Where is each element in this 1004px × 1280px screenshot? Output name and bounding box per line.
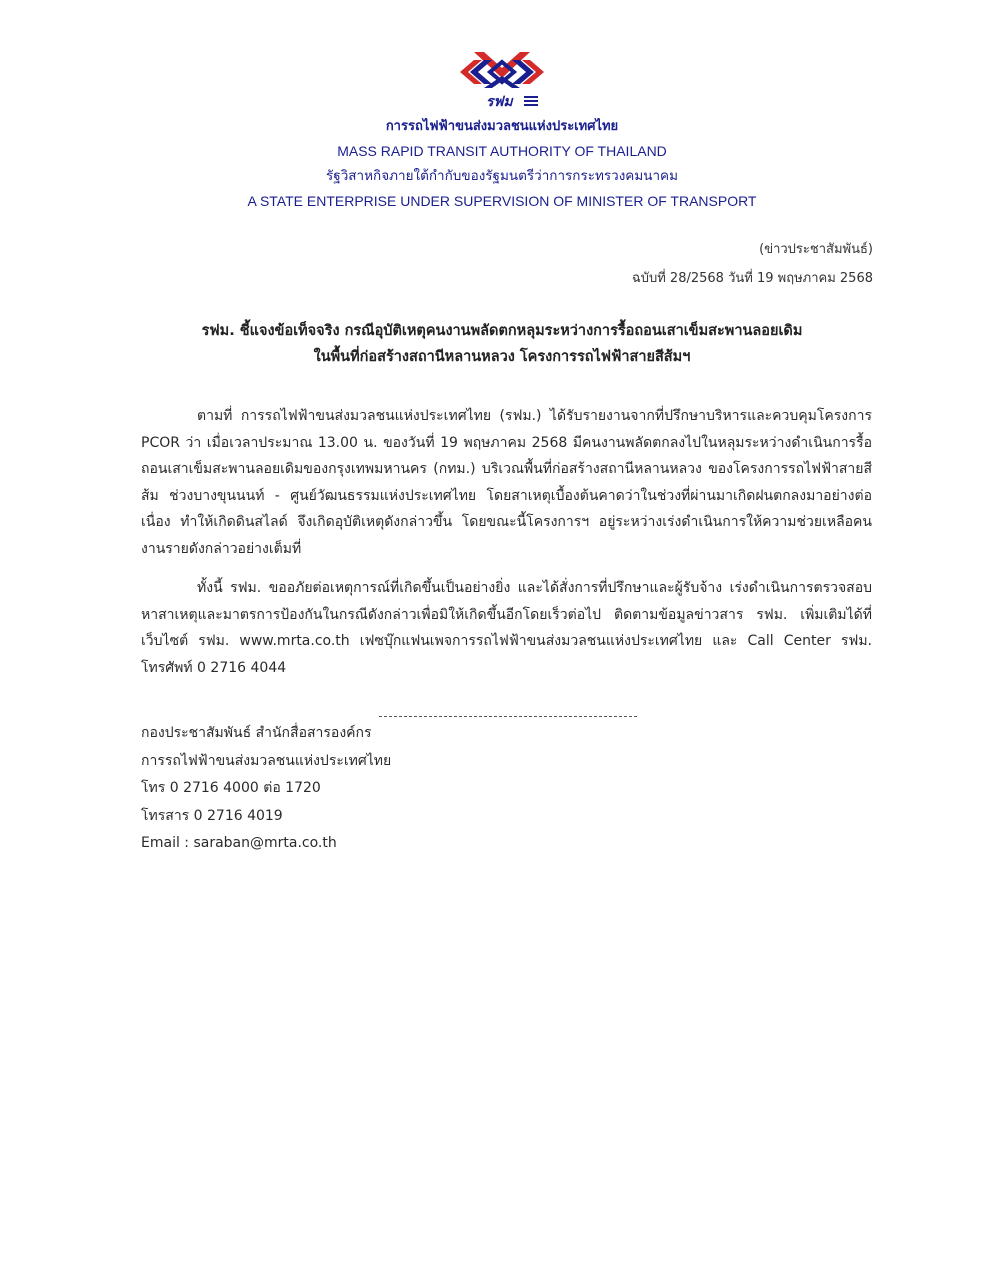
supervision-thai: รัฐวิสาหกิจภายใต้กำกับของรัฐมนตรีว่าการกระทรวงคมนาคม: [326, 168, 678, 184]
press-release-title-line2: ในพื้นที่ก่อสร้างสถานีหลานหลวง โครงการรถไฟฟ้าสายสีส้มฯ: [313, 349, 691, 365]
body-paragraph-2: ทั้งนี้ รฟม. ขออภัยต่อเหตุการณ์ที่เกิดขึ้นเป็นอย่างยิ่ง และได้สั่งการที่ปรึกษาและผู้รับจ้าง เร่งดำเนินการตรวจสอบหาสาเหตุและมาตรการป้องกันในกรณีดังกล่าวเพื่อมิให้เกิดขึ้นอีกโดยเร็วต่อไป ติดตามข้อมูลข่าวสาร รฟม. เพิ่มเติมได้ที่เว็บไซต์ รฟม. www.mrta.co.th เฟซบุ๊กแฟนเพจการรถไฟฟ้าขนส่งมวลชนแห่งประเทศไทย และ Call Center รฟม. โทรศัพท์ 0 2716 4044: [141, 580, 872, 676]
logo-lettering: รฟม: [486, 94, 513, 110]
contact-fax: โทรสาร 0 2716 4019: [141, 807, 283, 824]
letterhead: [0, 48, 1004, 214]
contact-email: Email : saraban@mrta.co.th: [141, 835, 337, 851]
org-name-thai: การรถไฟฟ้าขนส่งมวลชนแห่งประเทศไทย: [385, 119, 619, 134]
contact-division: กองประชาสัมพันธ์ สำนักสื่อสารองค์กร: [141, 725, 372, 741]
contact-phone: โทร 0 2716 4000 ต่อ 1720: [141, 780, 321, 796]
contact-org: การรถไฟฟ้าขนส่งมวลชนแห่งประเทศไทย: [141, 752, 392, 769]
mrta-logo: [454, 48, 550, 114]
issue-number-date: ฉบับที่ 28/2568 วันที่ 19 พฤษภาคม 2568: [631, 271, 873, 286]
supervision-english: A STATE ENTERPRISE UNDER SUPERVISION OF MINISTER OF TRANSPORT: [247, 193, 757, 209]
section-divider: [379, 716, 637, 717]
body-paragraph-1: ตามที่ การรถไฟฟ้าขนส่งมวลชนแห่งประเทศไทย (รฟม.) ได้รับรายงานจากที่ปรึกษาบริหารและควบคุมโครงการ PCOR ว่า เมื่อเวลาประมาณ 13.00 น. ของวันที่ 19 พฤษภาคม 2568 มีคนงานพลัดตกลงไปในหลุมระหว่างดำเนินการรื้อถอนเสาเข็มสะพานลอยเดิมของกรุงเทพมหานคร (กทม.) บริเวณพื้นที่ก่อสร้างสถานีหลานหลวง ของโครงการรถไฟฟ้าสายสีส้ม ช่วงบางขุนนนท์ - ศูนย์วัฒนธรรมแห่งประเทศไทย โดยสาเหตุเบื้องต้นคาดว่าในช่วงที่ผ่านมาเกิดฝนตกลงมาอย่างต่อเนื่อง ทำให้เกิดดินสไลด์ จึงเกิดอุบัติเหตุดังกล่าวขึ้น โดยขณะนี้โครงการฯ อยู่ระหว่างเร่งดำเนินการให้ความช่วยเหลือคนงานรายดังกล่าวอย่างเต็มที่: [141, 408, 872, 557]
org-name-english: MASS RAPID TRANSIT AUTHORITY OF THAILAND: [337, 143, 667, 159]
contact-block: [141, 720, 391, 858]
press-release-title-line1: รฟม. ชี้แจงข้อเท็จจริง กรณีอุบัติเหตุคนงานพลัดตกหลุมระหว่างการรื้อถอนเสาเข็มสะพานลอยเดิม: [201, 323, 803, 339]
document-type: (ข่าวประชาสัมพันธ์): [759, 242, 873, 257]
